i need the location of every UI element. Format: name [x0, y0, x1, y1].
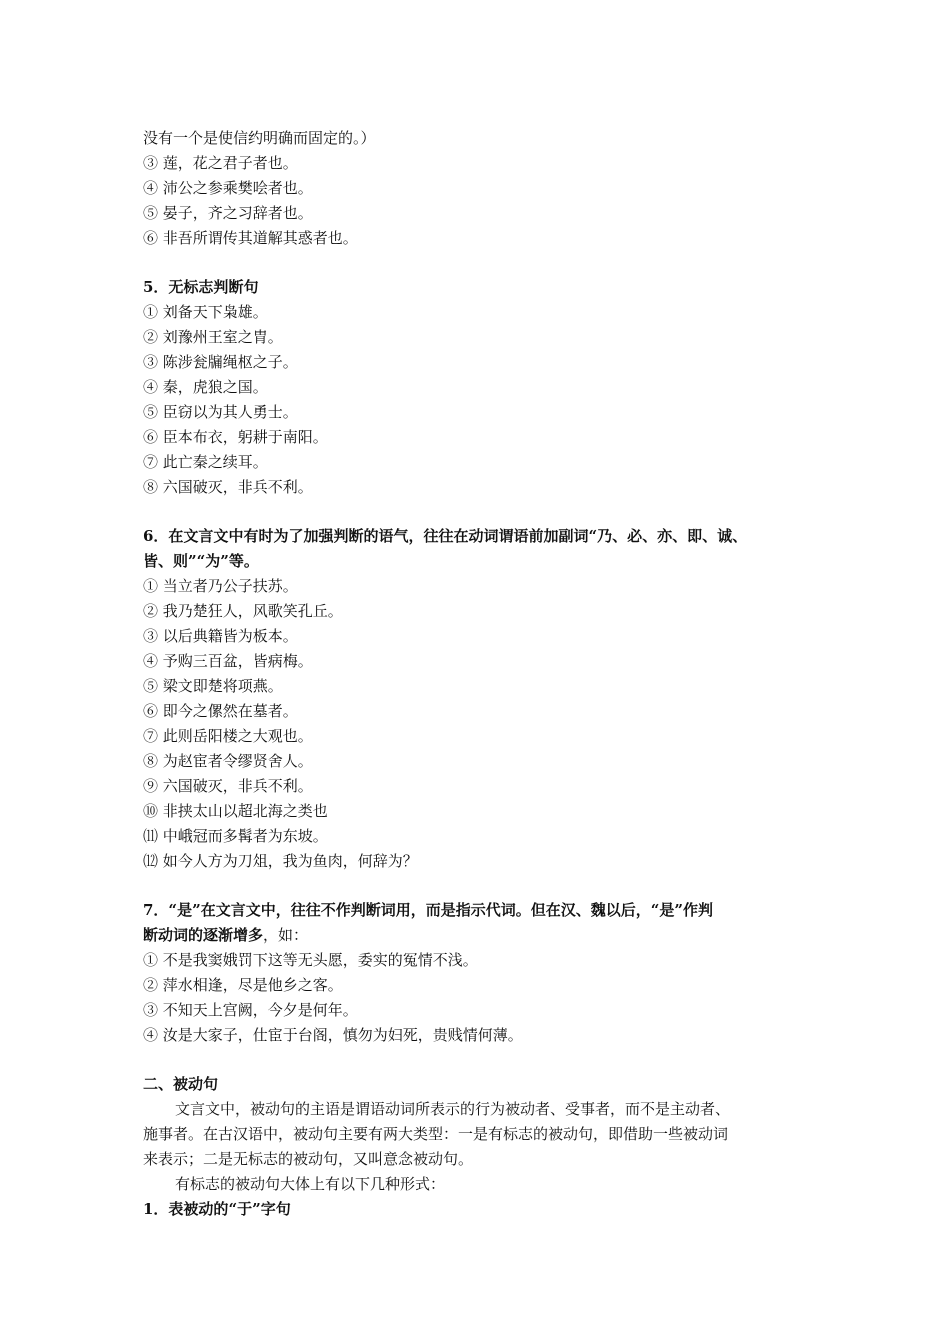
list-item: ① 刘备天下枭雄。 [143, 303, 268, 321]
list-item: ② 我乃楚狂人，风歌笑孔丘。 [143, 602, 343, 620]
section-6-heading-line1: 6．在文言文中有时为了加强判断的语气，往往在动词谓语前加副词“乃、必、亦、即、诚、 [143, 527, 748, 545]
section-7-heading-line2 [143, 923, 850, 948]
list-item: ④ 沛公之参乘樊哙者也。 [143, 179, 313, 197]
list-item: ③ 莲，花之君子者也。 [143, 154, 298, 172]
list-item: ⑥ 即今之傫然在墓者。 [143, 702, 298, 720]
part-2-heading: 二、被动句 [143, 1075, 219, 1093]
part-2-subsection-1-heading: 1．表被动的“于”字句 [143, 1200, 291, 1218]
part-2-paragraph-1-line1: 文言文中，被动句的主语是谓语动词所表示的行为被动者、受事者，而不是主动者、 [175, 1100, 731, 1118]
part-2-paragraph-1-line3: 来表示；二是无标志的被动句，又叫意念被动句。 [143, 1150, 474, 1168]
list-item: ⑧ 为赵宦者令缪贤舍人。 [143, 752, 313, 770]
section-6-heading-line2: 皆、则”“为”等。 [143, 552, 259, 570]
list-item: ⑥ 非吾所谓传其道解其惑者也。 [143, 229, 358, 247]
list-item: ⑾ 中峨冠而多髯者为东坡。 [143, 827, 328, 845]
list-item: ⑤ 臣窃以为其人勇士。 [143, 403, 298, 421]
paragraph-continuation: 没有一个是使信约明确而固定的。） [143, 129, 376, 147]
list-item: ⑦ 此亡秦之续耳。 [143, 453, 268, 471]
example-list-5 [143, 300, 850, 500]
section-7-heading-bold-part: 断动词的逐渐增多 [143, 926, 264, 944]
list-item: ⑧ 六国破灭，非兵不利。 [143, 478, 313, 496]
list-item: ② 刘豫州王室之胄。 [143, 328, 283, 346]
list-item: ③ 以后典籍皆为板本。 [143, 627, 298, 645]
list-item: ③ 陈涉瓮牖绳枢之子。 [143, 353, 298, 371]
list-item: ③ 不知天上宫阙，今夕是何年。 [143, 1001, 358, 1019]
part-2-paragraph-1-line2: 施事者。在古汉语中，被动句主要有两大类型：一是有标志的被动句，即借助一些被动词 [143, 1125, 729, 1143]
list-item: ⑥ 臣本布衣，躬耕于南阳。 [143, 428, 328, 446]
list-item: ④ 汝是大家子，仕宦于台阁，慎勿为妇死，贵贱情何薄。 [143, 1026, 523, 1044]
list-item: ⑦ 此则岳阳楼之大观也。 [143, 727, 313, 745]
list-item: ⑤ 梁文即楚将项燕。 [143, 677, 283, 695]
example-list-4 [143, 151, 850, 251]
part-2-paragraph-2: 有标志的被动句大体上有以下几种形式： [175, 1175, 446, 1193]
list-item: ② 萍水相逢，尽是他乡之客。 [143, 976, 343, 994]
list-item: ④ 予购三百盆，皆病梅。 [143, 652, 313, 670]
list-item: ④ 秦，虎狼之国。 [143, 378, 268, 396]
section-7-heading-line1: 7．“是”在文言文中，往往不作判断词用，而是指示代词。但在汉、魏以后，“是”作判 [143, 901, 713, 919]
example-list-6 [143, 574, 850, 874]
list-item: ① 不是我窦娥罚下这等无头愿，委实的冤情不浅。 [143, 951, 478, 969]
section-7-heading-tail: ，如： [263, 926, 309, 944]
section-5-heading: 5．无标志判断句 [143, 278, 259, 296]
list-item: ⑤ 晏子，齐之习辞者也。 [143, 204, 313, 222]
list-item: ⑿ 如今人方为刀俎，我为鱼肉，何辞为？ [143, 852, 418, 870]
list-item: ⑨ 六国破灭，非兵不利。 [143, 777, 313, 795]
example-list-7 [143, 948, 850, 1048]
list-item: ⑩ 非挟太山以超北海之类也 [143, 802, 328, 820]
list-item: ① 当立者乃公子扶苏。 [143, 577, 298, 595]
